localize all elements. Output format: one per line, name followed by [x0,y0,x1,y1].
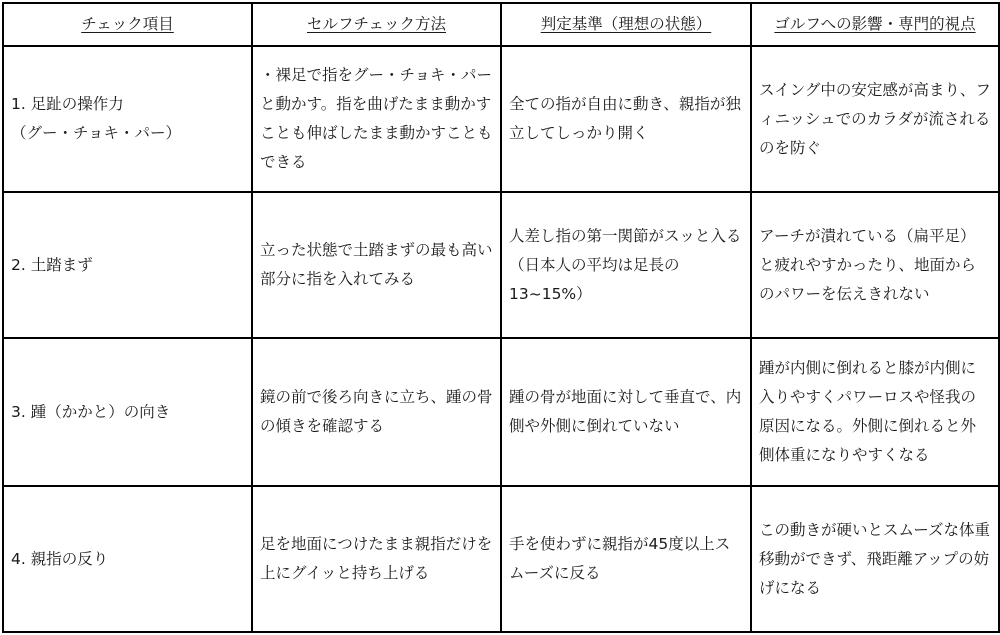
cell-method: ・裸足で指をグー・チョキ・パーと動かす。指を曲げたまま動かすことも伸ばしたまま動かすこともできる [252,46,501,192]
cell-impact: スイング中の安定感が高まり、フィニッシュでのカラダが流されるのを防ぐ [751,46,999,192]
table-row [3,338,999,486]
cell-criteria: 踵の骨が地面に対して垂直で、内側や外側に倒れていない [501,338,751,486]
self-check-table [2,2,1000,633]
cell-item: 4. 親指の反り [3,486,252,632]
header-check-item: チェック項目 [3,3,252,46]
table-row [3,192,999,338]
cell-method: 鏡の前で後ろ向きに立ち、踵の骨の傾きを確認する [252,338,501,486]
cell-impact: この動きが硬いとスムーズな体重移動ができず、飛距離アップの妨げになる [751,486,999,632]
cell-impact: アーチが潰れている（扁平足）と疲れやすかったり、地面からのパワーを伝えきれない [751,192,999,338]
cell-impact: 踵が内側に倒れると膝が内側に入りやすくパワーロスや怪我の原因になる。外側に倒れると外側体重になりやすくなる [751,338,999,486]
cell-method: 立った状態で土踏まずの最も高い部分に指を入れてみる [252,192,501,338]
cell-item: 3. 踵（かかと）の向き [3,338,252,486]
cell-criteria: 全ての指が自由に動き、親指が独立してしっかり開く [501,46,751,192]
header-self-check-method: セルフチェック方法 [252,3,501,46]
table-row [3,486,999,632]
table-row [3,46,999,192]
header-criteria: 判定基準（理想の状態） [501,3,751,46]
cell-criteria: 人差し指の第一関節がスッと入る（日本人の平均は足長の13~15%） [501,192,751,338]
cell-item: 2. 土踏まず [3,192,252,338]
cell-method: 足を地面につけたまま親指だけを上にグイッと持ち上げる [252,486,501,632]
header-golf-impact: ゴルフへの影響・専門的視点 [751,3,999,46]
header-row [3,3,999,46]
cell-item [3,46,252,192]
cell-item-text: 1. 足趾の操作力 （グー・チョキ・パー） [11,95,182,142]
cell-criteria: 手を使わずに親指が45度以上スムーズに反る [501,486,751,632]
